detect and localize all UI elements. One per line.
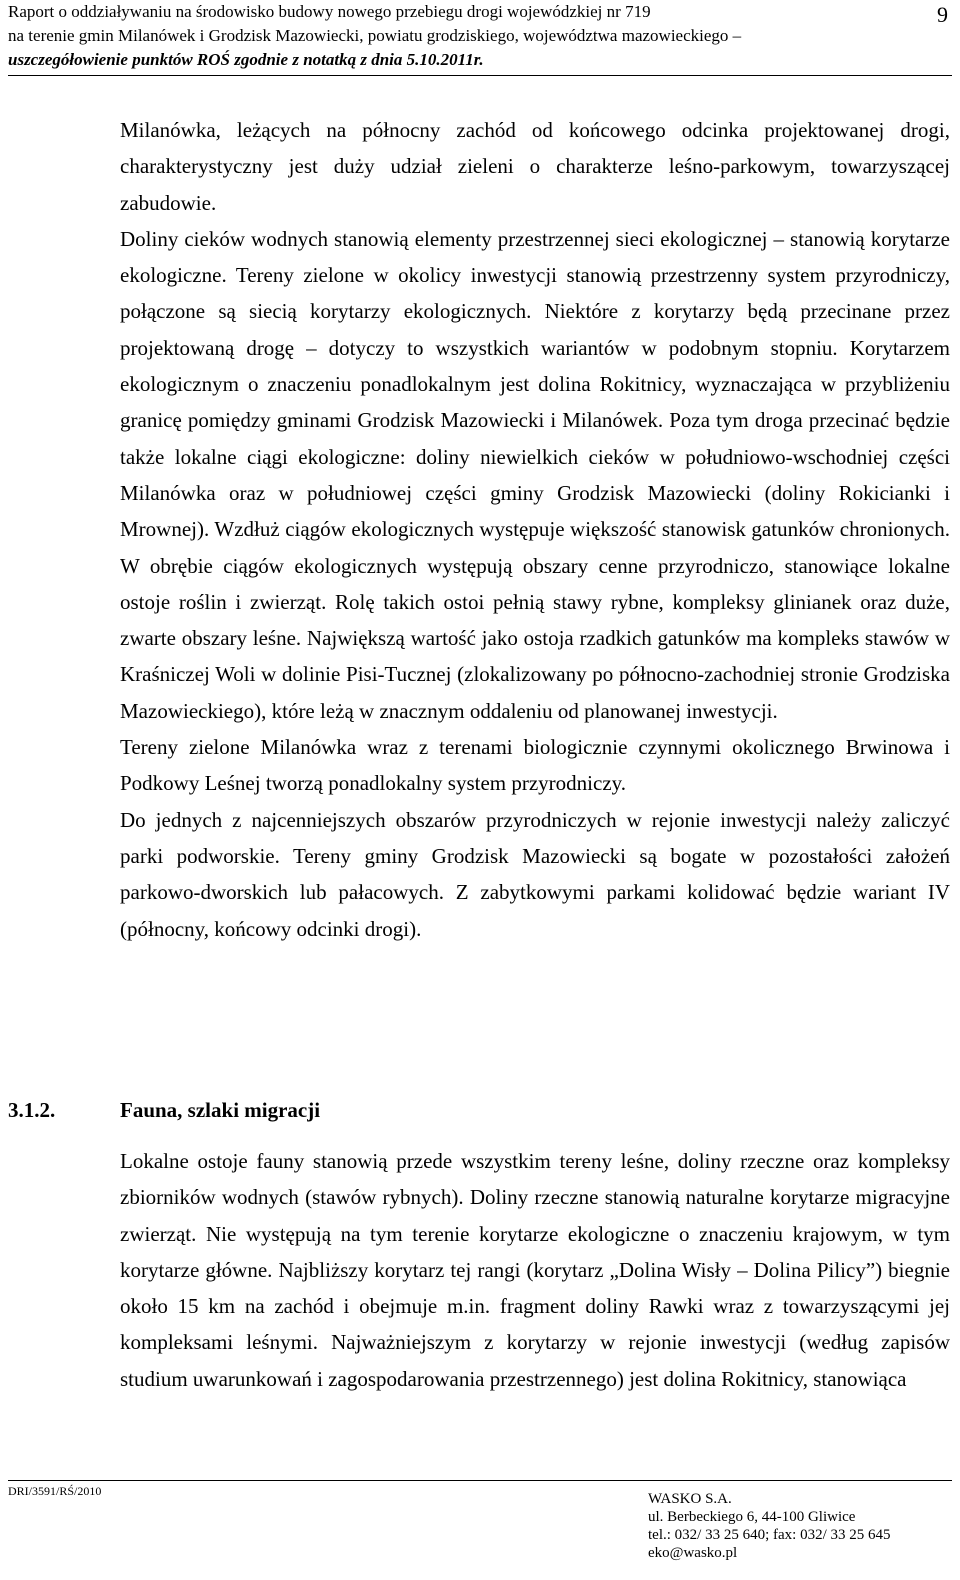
header-subtitle: uszczegółowienie punktów ROŚ zgodnie z notatką z dnia 5.10.2011r. [8, 50, 484, 69]
footer-email: eko@wasko.pl [648, 1545, 738, 1561]
section-paragraph: Lokalne ostoje fauny stanowią przede wszystkim tereny leśne, doliny rzeczne oraz kompleksy zbiorników wodnych (stawów rybnych). Doliny rzeczne stanowią naturalne korytarze migracyjne zwierząt. Nie występują na tym terenie korytarze ekologiczne o znaczeniu krajowym, w tym korytarze główne. Najbliższy korytarz tej rangi (korytarz „Dolina Wisły – Dolina Pilicy”) biegnie około 15 km na zachód i obejmuje m.in. fragment doliny Rawki wraz z towarzyszącymi jej kompleksami leśnymi. Najważniejszym z korytarzy w rejonie inwestycji (według zapisów studium uwarunkowań i zagospodarowania przestrzennego) jest dolina Rokitnicy, stanowiąca [120, 1149, 950, 1391]
header-divider [8, 75, 952, 76]
footer-divider [8, 1480, 952, 1481]
header-title-line-1: Raport o oddziaływaniu na środowisko budowy nowego przebiegu drogi wojewódzkiej nr 719 [8, 2, 651, 21]
footer-phone: tel.: 032/ 33 25 640; fax: 032/ 33 25 645 [648, 1527, 891, 1543]
paragraph-3: Tereny zielone Milanówka wraz z terenami biologicznie czynnymi okolicznego Brwinowa i Podkowy Leśnej tworzą ponadlokalny system przyrodniczy. [120, 735, 950, 796]
section-number: 3.1.2. [8, 1098, 56, 1122]
footer-company: WASKO S.A. [648, 1491, 732, 1507]
paragraph-1: Milanówka, leżących na północny zachód od końcowego odcinka projektowanej drogi, charakterystyczny jest duży udział zieleni o charakterze leśno-parkowym, towarzyszącej zabudowie. [120, 118, 950, 215]
page-header [8, 0, 952, 72]
footer-contact [648, 1490, 890, 1562]
section-body [120, 1143, 950, 1397]
paragraph-2: Doliny cieków wodnych stanowią elementy przestrzennej sieci ekologicznej – stanowią korytarze ekologiczne. Tereny zielone w okolicy inwestycji stanowią przestrzenny system przyrodniczy, połączone są siecią korytarzy ekologicznych. Niektóre z korytarzy będą przecinane przez projektowaną drogę – dotyczy to wszystkich wariantów w podobnym stopniu. Korytarzem ekologicznym o znaczeniu ponadlokalnym jest dolina Rokitnicy, wyznaczająca w przybliżeniu granicę pomiędzy gminami Grodzisk Mazowiecki i Milanówek. Poza tym droga przecinać będzie także lokalne ciągi ekologiczne: doliny niewielkich cieków w południowo-wschodniej części Milanówka oraz w południowej części gminy Grodzisk Mazowiecki (doliny Rokicianki i Mrownej). Wzdłuż ciągów ekologicznych występuje większość stanowisk gatunków chronionych. W obrębie ciągów ekologicznych występują obszary cenne przyrodniczo, stanowiące lokalne ostoje roślin i zwierząt. Rolę takich ostoi pełnią stawy rybne, kompleksy glinianek oraz duże, zwarte obszary leśne. Największą wartość jako ostoja rzadkich gatunków ma kompleks stawów w Kraśniczej Woli w dolinie Pisi-Tucznej (zlokalizowany po północno-zachodniej stronie Grodziska Mazowieckiego), które leżą w znacznym oddaleniu od planowanej inwestycji. [120, 226, 950, 723]
header-title-line-2: na terenie gmin Milanówek i Grodzisk Mazowiecki, powiatu grodziskiego, województwa mazowieckiego – [8, 26, 742, 45]
footer-address: ul. Berbeckiego 6, 44-100 Gliwice [648, 1509, 856, 1525]
page-number: 9 [937, 2, 948, 27]
paragraph-4: Do jednych z najcenniejszych obszarów przyrodniczych w rejonie inwestycji należy zaliczyć parki podworskie. Tereny gminy Grodzisk Mazowiecki są bogate w pozostałości założeń parkowo-dworskich lub pałacowych. Z zabytkowymi parkami kolidować będzie wariant IV (północny, końcowy odcinki drogi). [120, 807, 950, 941]
document-body [120, 112, 950, 947]
footer-reference: DRI/3591/RŚ/2010 [8, 1484, 102, 1498]
section-title: Fauna, szlaki migracji [120, 1098, 321, 1122]
